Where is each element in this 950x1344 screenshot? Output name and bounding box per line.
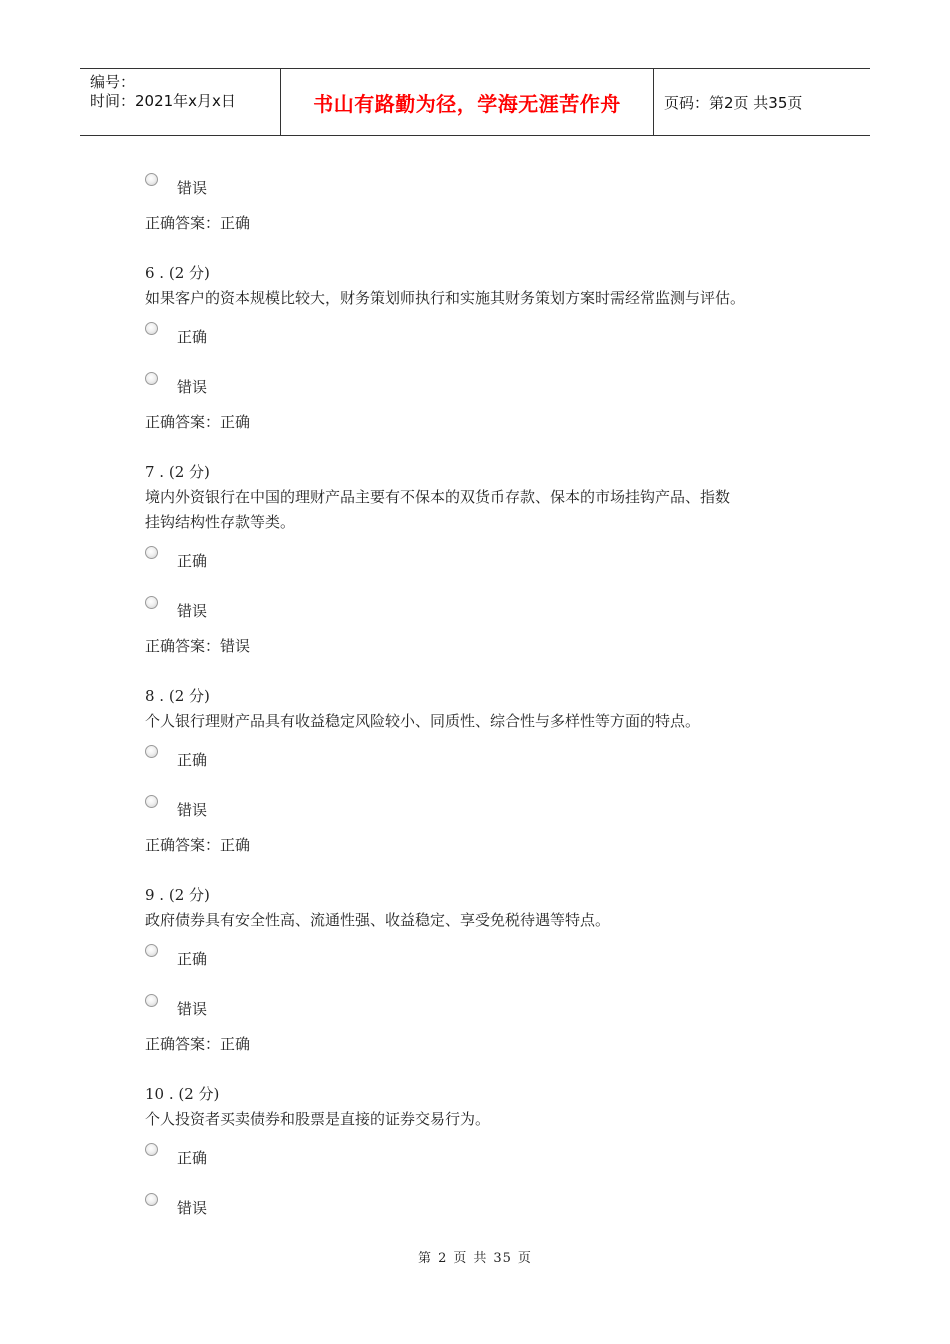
correct-answer-9: 正确答案：正确 — [145, 1035, 251, 1053]
question-number-6: 6 . (2 分) — [145, 264, 210, 282]
footer-total-pages: 35 — [493, 1251, 512, 1266]
radio-button-icon[interactable] — [145, 546, 158, 559]
page-footer — [0, 1247, 950, 1266]
radio-button-icon[interactable] — [145, 372, 158, 385]
header-page-cell — [654, 69, 870, 135]
question-text-6: 如果客户的资本规模比较大，财务策划师执行和实施其财务策划方案时需经常监测与评估。 — [145, 289, 746, 307]
correct-answer-8: 正确答案：正确 — [145, 836, 251, 854]
question-number-7: 7 . (2 分) — [145, 463, 210, 481]
option-false-6[interactable] — [145, 371, 208, 396]
footer-gong: 共 — [473, 1251, 488, 1266]
correct-answer-6: 正确答案：正确 — [145, 413, 251, 431]
option-false-10[interactable] — [145, 1192, 208, 1217]
question-text-9: 政府债券具有安全性高、流通性强、收益稳定、享受免税待遇等特点。 — [145, 911, 611, 929]
radio-button-icon[interactable] — [145, 994, 158, 1007]
option-label: 正确 — [177, 949, 208, 968]
header-page-label: 页码：第2页 共35页 — [664, 93, 803, 112]
footer-di: 第 — [418, 1251, 433, 1266]
radio-button-icon[interactable] — [145, 173, 158, 186]
radio-button-icon[interactable] — [145, 322, 158, 335]
question-text-8: 个人银行理财产品具有收益稳定风险较小、同质性、综合性与多样性等方面的特点。 — [145, 712, 701, 730]
header-time-label: 时间：2021年x月x日 — [90, 92, 236, 110]
option-label: 正确 — [177, 551, 208, 570]
header-motto-cell — [281, 69, 654, 135]
header-meta — [80, 69, 281, 135]
correct-answer-7: 正确答案：错误 — [145, 637, 251, 655]
option-label: 正确 — [177, 327, 208, 346]
radio-button-icon[interactable] — [145, 1143, 158, 1156]
question-text-7-line-2: 挂钩结构性存款等类。 — [145, 513, 296, 531]
option-true-10[interactable] — [145, 1142, 208, 1167]
correct-answer-5: 正确答案：正确 — [145, 214, 251, 232]
page-header — [80, 68, 870, 136]
header-number-label: 编号： — [90, 73, 136, 91]
radio-button-icon[interactable] — [145, 795, 158, 808]
option-true-8[interactable] — [145, 744, 208, 769]
option-label: 错误 — [177, 999, 208, 1018]
footer-page-number: 2 — [438, 1251, 448, 1266]
option-true-6[interactable] — [145, 321, 208, 346]
option-true-9[interactable] — [145, 943, 208, 968]
question-number-9: 9 . (2 分) — [145, 886, 210, 904]
option-label: 正确 — [177, 750, 208, 769]
question-number-8: 8 . (2 分) — [145, 687, 210, 705]
option-true-7[interactable] — [145, 545, 208, 570]
option-label: 错误 — [177, 178, 208, 197]
radio-button-icon[interactable] — [145, 1193, 158, 1206]
option-label: 正确 — [177, 1148, 208, 1167]
option-false-9[interactable] — [145, 993, 208, 1018]
option-wrong-5[interactable] — [145, 172, 208, 197]
option-label: 错误 — [177, 1198, 208, 1217]
question-text-7-line-1: 境内外资银行在中国的理财产品主要有不保本的双货币存款、保本的市场挂钩产品、指数 — [145, 488, 731, 506]
question-number-10: 10 . (2 分) — [145, 1085, 220, 1103]
radio-button-icon[interactable] — [145, 745, 158, 758]
option-label: 错误 — [177, 601, 208, 620]
question-text-10: 个人投资者买卖债券和股票是直接的证券交易行为。 — [145, 1110, 491, 1128]
option-false-7[interactable] — [145, 595, 208, 620]
footer-ye: 页 — [453, 1251, 468, 1266]
option-label: 错误 — [177, 800, 208, 819]
radio-button-icon[interactable] — [145, 596, 158, 609]
footer-ye-2: 页 — [517, 1251, 532, 1266]
option-false-8[interactable] — [145, 794, 208, 819]
radio-button-icon[interactable] — [145, 944, 158, 957]
option-label: 错误 — [177, 377, 208, 396]
header-motto: 书山有路勤为径，学海无涯苦作舟 — [313, 91, 621, 116]
